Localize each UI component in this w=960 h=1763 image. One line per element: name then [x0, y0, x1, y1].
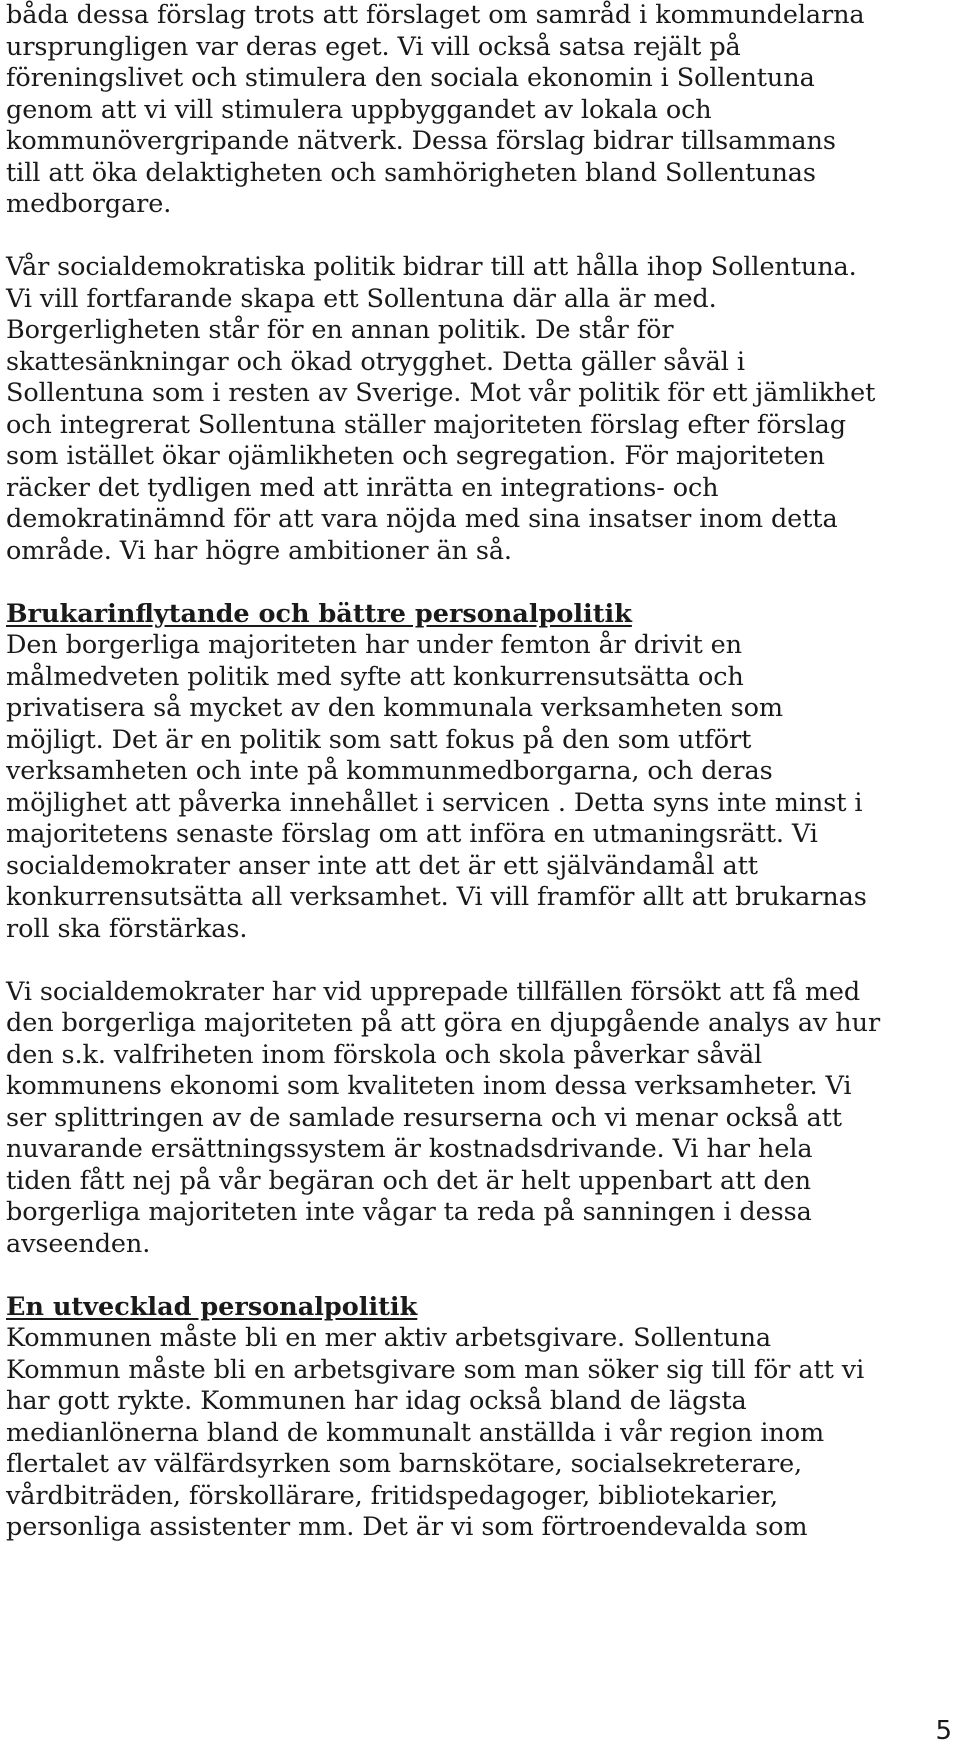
paragraph-1: [6, 0, 954, 221]
text-line: Den borgerliga majoriteten har under femton år drivit en: [6, 630, 742, 660]
text-line: målmedveten politik med syfte att konkurrensutsätta och: [6, 661, 744, 692]
paragraph-3: [6, 630, 954, 945]
text-line: ser splittringen av de samlade resurserna och vi menar också att: [6, 1102, 842, 1133]
paragraph-spacer: [6, 221, 954, 253]
text-line: personliga assistenter mm. Det är vi som förtroendevalda som: [6, 1512, 808, 1542]
text-line: den borgerliga majoriteten på att göra en djupgående analys av hur: [6, 1008, 881, 1038]
text-line: flertalet av välfärdsyrken som barnskötare, socialsekreterare,: [6, 1449, 803, 1479]
text-line: vårdbiträden, förskollärare, fritidspedagoger, bibliotekarier,: [6, 1480, 778, 1511]
text-line: Kommun måste bli en arbetsgivare som man söker sig till för att vi: [6, 1354, 865, 1385]
text-line: demokratinämnd för att vara nöjda med sina insatser inom detta: [6, 504, 838, 534]
paragraph-spacer: [6, 945, 954, 977]
text-line: borgerliga majoriteten inte vågar ta reda på sanningen i dessa: [6, 1197, 812, 1227]
text-line: möjlighet att påverka innehållet i servicen . Detta syns inte minst i: [6, 787, 863, 818]
text-line: räcker det tydligen med att inrätta en integrations- och: [6, 472, 719, 503]
text-line: Vi vill fortfarande skapa ett Sollentuna där alla är med.: [6, 283, 717, 314]
text-line: båda dessa förslag trots att förslaget om samråd i kommundelarna: [6, 0, 865, 30]
text-line: verksamheten och inte på kommunmedborgarna, och deras: [6, 756, 773, 786]
text-line: genom att vi vill stimulera uppbyggandet av lokala och: [6, 94, 712, 125]
section-heading-brukarinflytande: Brukarinflytande och bättre personalpolitik: [6, 598, 632, 629]
text-line: den s.k. valfriheten inom förskola och skola påverkar såväl: [6, 1039, 763, 1070]
page-number: 5: [935, 1716, 952, 1746]
text-line: Sollentuna som i resten av Sverige. Mot vår politik för ett jämlikhet: [6, 378, 876, 408]
text-line: möjligt. Det är en politik som satt fokus på den som utfört: [6, 724, 752, 755]
text-line: har gott rykte. Kommunen har idag också bland de lägsta: [6, 1386, 747, 1416]
text-line: kommunövergripande nätverk. Dessa förslag bidrar tillsammans: [6, 126, 836, 156]
paragraph-5: [6, 1323, 954, 1544]
paragraph-4: [6, 977, 954, 1261]
text-line: område. Vi har högre ambitioner än så.: [6, 535, 512, 566]
text-line: kommunens ekonomi som kvaliteten inom dessa verksamheter. Vi: [6, 1071, 852, 1101]
text-line: Vår socialdemokratiska politik bidrar till att hålla ihop Sollentuna.: [6, 252, 857, 282]
text-line: ursprungligen var deras eget. Vi vill också satsa rejält på: [6, 31, 741, 62]
section-heading-personalpolitik: En utvecklad personalpolitik: [6, 1291, 418, 1322]
paragraph-spacer: [6, 1260, 954, 1292]
text-line: och integrerat Sollentuna ställer majoriteten förslag efter förslag: [6, 409, 846, 440]
paragraph-spacer: [6, 567, 954, 599]
text-line: Borgerligheten står för en annan politik. De står för: [6, 315, 674, 345]
text-line: privatisera så mycket av den kommunala verksamheten som: [6, 693, 783, 723]
text-line: Kommunen måste bli en mer aktiv arbetsgivare. Sollentuna: [6, 1323, 772, 1353]
text-line: medianlönerna bland de kommunalt anställda i vår region inom: [6, 1417, 825, 1448]
text-line: till att öka delaktigheten och samhörigheten bland Sollentunas: [6, 157, 816, 188]
text-line: socialdemokrater anser inte att det är ett självändamål att: [6, 850, 758, 881]
text-line: föreningslivet och stimulera den sociala ekonomin i Sollentuna: [6, 63, 815, 93]
document-page: [6, 0, 954, 1544]
text-line: konkurrensutsätta all verksamhet. Vi vill framför allt att brukarnas: [6, 882, 867, 912]
text-line: tiden fått nej på vår begäran och det är helt uppenbart att den: [6, 1165, 811, 1196]
text-line: medborgare.: [6, 189, 172, 219]
text-line: nuvarande ersättningssystem är kostnadsdrivande. Vi har hela: [6, 1134, 813, 1164]
text-line: roll ska förstärkas.: [6, 913, 248, 944]
text-line: majoritetens senaste förslag om att införa en utmaningsrätt. Vi: [6, 819, 818, 849]
text-line: som istället ökar ojämlikheten och segregation. För majoriteten: [6, 441, 825, 471]
paragraph-2: [6, 252, 954, 567]
text-line: avseenden.: [6, 1228, 151, 1259]
text-line: Vi socialdemokrater har vid upprepade tillfällen försökt att få med: [6, 976, 861, 1007]
text-line: skattesänkningar och ökad otrygghet. Detta gäller såväl i: [6, 346, 745, 377]
